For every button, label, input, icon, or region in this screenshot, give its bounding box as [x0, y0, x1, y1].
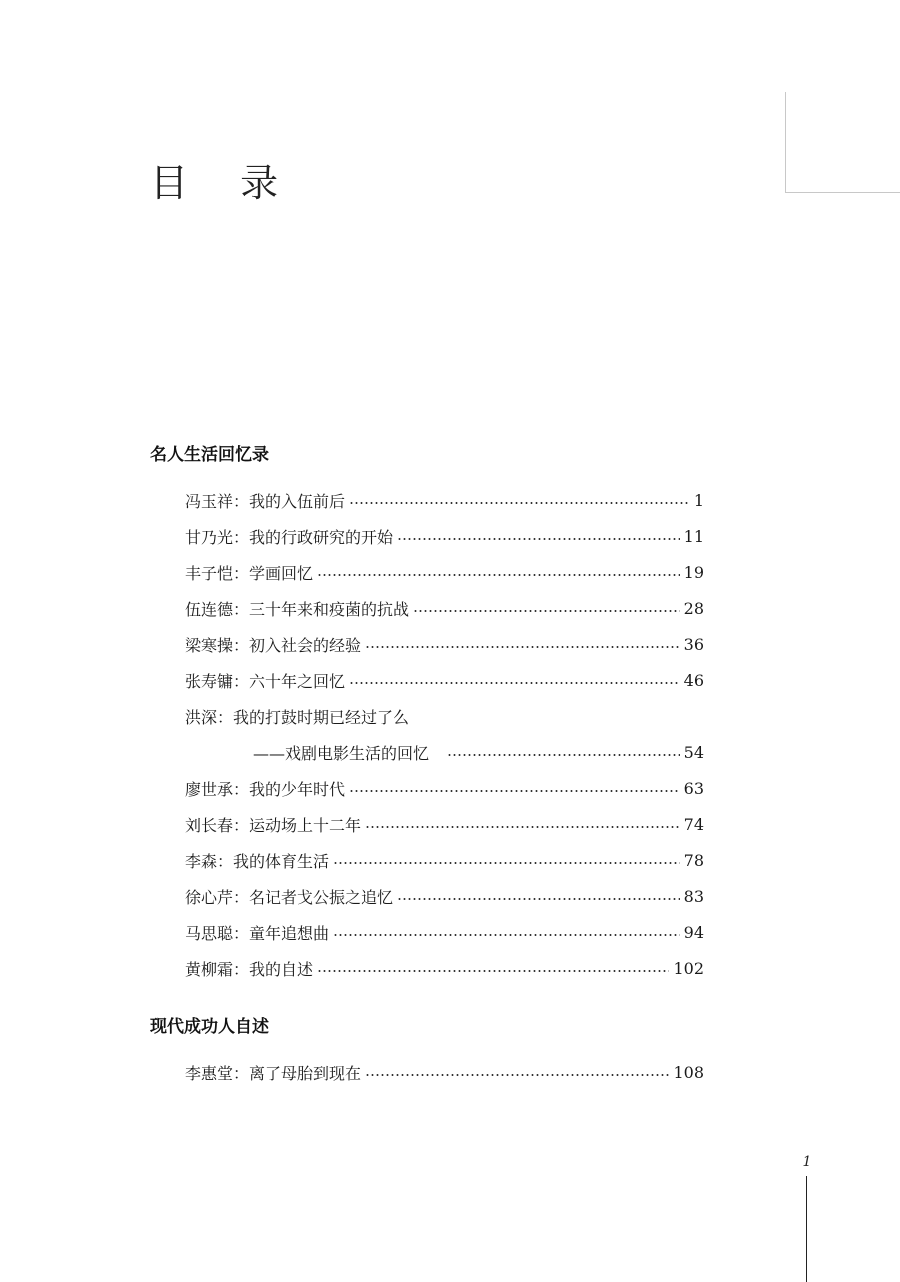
toc-entry-title: 冯玉祥：我的入伍前后 — [185, 491, 346, 511]
toc-entry[interactable] — [185, 842, 704, 878]
toc-entry-title: 甘乃光：我的行政研究的开始 — [185, 527, 394, 547]
toc-entry-title: 黄柳霜：我的自述 — [185, 959, 314, 979]
toc-entry-title: 伍连德：三十年来和疫菌的抗战 — [185, 599, 410, 619]
toc-entry-title: 刘长春：运动场上十二年 — [185, 815, 362, 835]
toc-page-number: 94 — [683, 922, 704, 942]
toc-entry-title: 李惠堂：离了母胎到现在 — [185, 1063, 362, 1083]
corner-mark-horizontal — [785, 192, 900, 193]
dot-leader — [349, 790, 680, 792]
toc-entry[interactable] — [185, 1054, 704, 1090]
dot-leader — [447, 754, 680, 756]
toc-entry-title: 李森：我的体育生活 — [185, 851, 330, 871]
toc-entry[interactable] — [185, 626, 704, 662]
dot-leader — [397, 898, 680, 900]
toc-page-number: 46 — [683, 670, 704, 690]
dot-leader — [349, 682, 680, 684]
toc-page-number: 19 — [683, 562, 704, 582]
dot-leader — [317, 574, 680, 576]
toc-entry[interactable] — [185, 914, 704, 950]
dot-leader — [365, 646, 680, 648]
folio-page-number: 1 — [802, 1154, 812, 1170]
toc-entry[interactable] — [185, 482, 704, 518]
toc-entry[interactable] — [185, 950, 704, 986]
toc-page-number: 83 — [683, 886, 704, 906]
toc-entry[interactable] — [185, 590, 704, 626]
toc-entry[interactable] — [185, 518, 704, 554]
toc-entry[interactable] — [185, 878, 704, 914]
toc-list-1 — [185, 482, 704, 986]
toc-page-number: 11 — [683, 526, 704, 546]
toc-entry[interactable] — [185, 770, 704, 806]
section-title-1: 名人生活回忆录 — [150, 445, 269, 465]
toc-entry[interactable] — [185, 554, 704, 590]
toc-page-number: 74 — [683, 814, 704, 834]
toc-page-number: 36 — [683, 634, 704, 654]
dot-leader — [349, 502, 690, 504]
dot-leader — [333, 934, 680, 936]
toc-page-number: 54 — [683, 742, 704, 762]
toc-entry[interactable] — [185, 698, 704, 770]
dot-leader — [317, 970, 669, 972]
folio-rule — [806, 1176, 807, 1282]
dot-leader — [413, 610, 680, 612]
toc-entry-title: 马思聪：童年追想曲 — [185, 923, 330, 943]
toc-entry-title: 洪深：我的打鼓时期已经过了么 — [185, 707, 410, 727]
toc-entry-subtitle: ——戏剧电影生活的回忆 — [253, 743, 430, 763]
section-title-2: 现代成功人自述 — [150, 1017, 269, 1037]
dot-leader — [365, 826, 680, 828]
toc-page-number: 28 — [683, 598, 704, 618]
toc-entry-title: 梁寒操：初入社会的经验 — [185, 635, 362, 655]
page-title: 目 录 — [150, 161, 299, 205]
toc-page-number: 63 — [683, 778, 704, 798]
toc-page-number: 108 — [673, 1062, 704, 1082]
toc-page-number: 78 — [683, 850, 704, 870]
toc-entry[interactable] — [185, 806, 704, 842]
toc-entry-title: 廖世承：我的少年时代 — [185, 779, 346, 799]
dot-leader — [397, 538, 680, 540]
dot-leader — [333, 862, 680, 864]
toc-entry-title: 张寿镛：六十年之回忆 — [185, 671, 346, 691]
toc-entry-title: 徐心芹：名记者戈公振之追忆 — [185, 887, 394, 907]
toc-page-number: 1 — [693, 490, 704, 510]
dot-leader — [365, 1074, 669, 1076]
toc-page-number: 102 — [673, 958, 704, 978]
corner-mark-vertical — [785, 92, 786, 192]
toc-entry[interactable] — [185, 662, 704, 698]
toc-list-2 — [185, 1054, 704, 1090]
toc-entry-title: 丰子恺：学画回忆 — [185, 563, 314, 583]
